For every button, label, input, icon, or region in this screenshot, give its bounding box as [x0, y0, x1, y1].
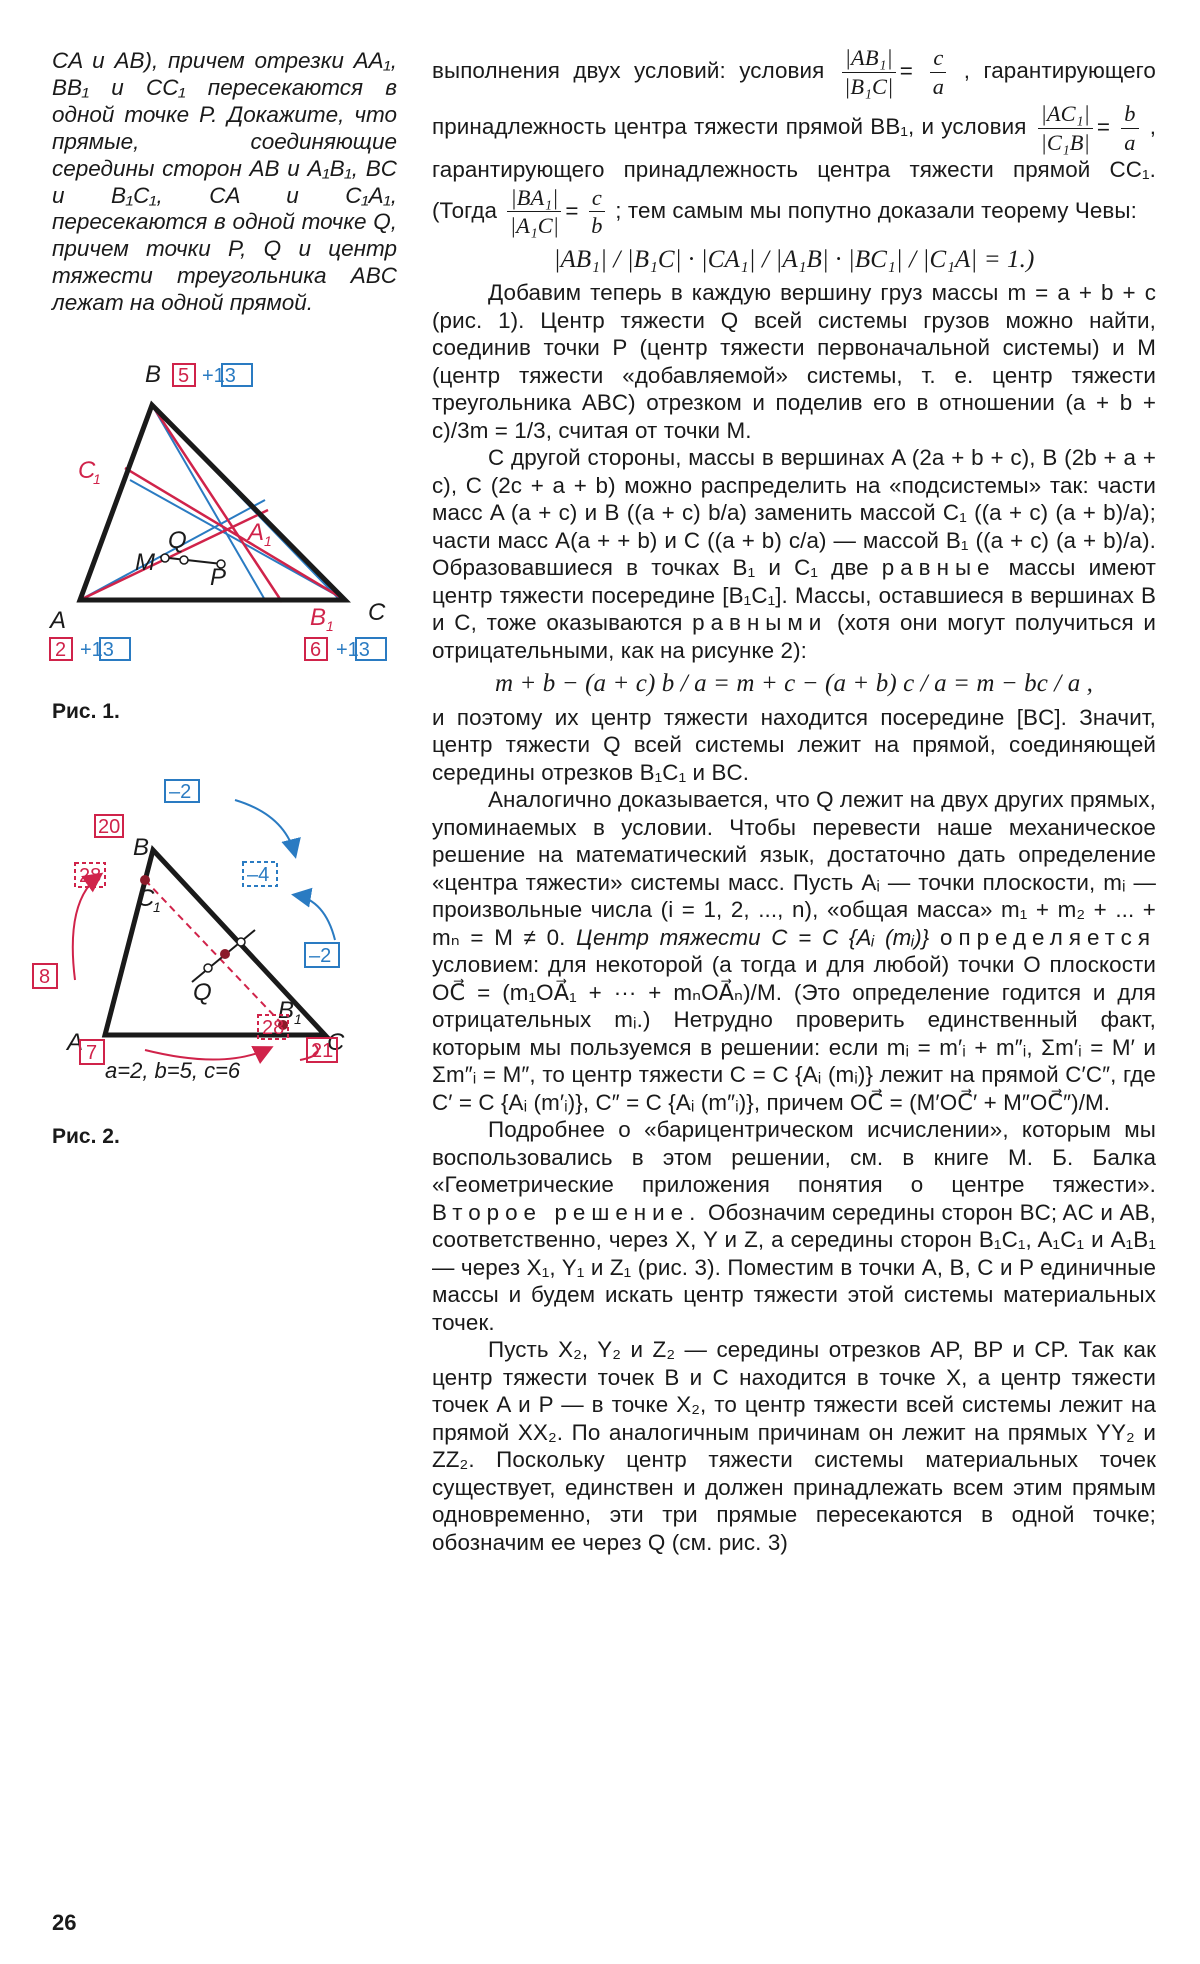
label-c1-2-sub: 1	[153, 899, 161, 915]
figure-2-caption: Рис. 2.	[52, 1125, 120, 1148]
vertex-label-a-2: A	[67, 1029, 84, 1056]
arrow-8-to-28	[73, 875, 100, 980]
label-c1-2: C	[137, 885, 155, 912]
p5-text-c: условием: для некоторой (а тогда и для любой) точки O плоскости OC⃗ = (m₁OA⃗₁ + ··· + mₙOA⃗ₙ)/M. (Это определение годится и для отрицательных mᵢ.) Нетрудно проверить единственный факт, которым мы пользуемся в решении: если mᵢ = m′ᵢ + m″ᵢ, Σm′ᵢ = M′ и Σm″ᵢ = M″, то центр тяжести C = C {Aᵢ (mᵢ)} лежит на прямой C′C″, где C′ = C {Aᵢ (m′ᵢ)}, C″ = C {Aᵢ (m″ᵢ)}, причем OC⃗ = (M′OC⃗′ + M″OC⃗″)/M.	[432, 952, 1156, 1115]
arrow-top-blue	[235, 800, 295, 855]
weight-8: 8	[39, 966, 51, 988]
point-m	[161, 554, 169, 562]
p3-text-c: (хотя они могут получиться и отрицательными, как на рисунке 2):	[432, 610, 1156, 663]
fraction-3-rhs-num: c	[589, 184, 605, 213]
vertex-label-c-2: C	[327, 1029, 345, 1056]
label-c1-sub: 1	[93, 471, 101, 487]
weight-20: 20	[98, 816, 121, 838]
fraction-2-num: |AC₁|	[1038, 100, 1093, 129]
weight-m2: –2	[169, 781, 192, 803]
label-a1-sub: 1	[264, 533, 272, 549]
fraction-3-rhs-den: b	[591, 213, 603, 238]
p5-text-b: C = C {Aᵢ (mᵢ)}	[771, 924, 930, 950]
label-b1-2: B	[278, 997, 295, 1024]
figure-2-params: a=2, b=5, c=6	[105, 1058, 241, 1083]
ceva-theorem: |AB₁| / |B₁C| · |CA₁| / |A₁B| · |BC₁| / |C₁A| = 1.)	[553, 245, 1035, 273]
point-mid	[220, 949, 230, 959]
weight-a-blue: +13	[80, 639, 114, 661]
p3-text-a: С другой стороны, массы в вершинах A (2a + b + c), B (2b + a + c), C (2c + a + b) можно распределить на «подсистемы» так: части масс A (a + c) и B ((a + c) b/a) заменить массой C₁ ((a + c) (a + b)/a); части масс A(a + + b) и C ((a + b) c/a) — массой B₁ ((a + c) (a + b)/a). Образовавшиеся в точках B₁ и C₁ две	[432, 445, 1156, 580]
figure-2	[25, 760, 425, 1090]
p5-spaced: определяется	[940, 924, 1156, 950]
label-a1: A	[248, 519, 265, 546]
paragraph-3	[432, 444, 1156, 664]
fraction-2-rhs-den: a	[1124, 129, 1136, 155]
weight-21: 21	[311, 1040, 334, 1062]
p3-text-b: массы имеют центр тяжести посередине [B₁C₁]. Массы, оставшиеся в вершинах B и C, тоже оказываются	[432, 555, 1157, 635]
weight-c-red: 6	[310, 639, 322, 661]
p3-spaced-2: равными	[692, 610, 828, 635]
weight-28b: 28	[262, 1017, 285, 1039]
fraction-1	[842, 44, 896, 100]
weight-m2b: –2	[309, 945, 332, 967]
weight-a-red: 2	[55, 639, 67, 661]
p3-spaced-1: равные	[881, 555, 996, 580]
weight-c-blue: +13	[336, 639, 370, 661]
weight-b-blue: +13	[202, 365, 236, 387]
paragraph-5	[432, 786, 1156, 1116]
label-b1: B	[310, 604, 327, 631]
label-p: P	[210, 564, 227, 591]
label-b1-sub: 1	[326, 618, 334, 634]
fraction-1-den: |B₁C|	[844, 73, 894, 99]
segment-b1c1	[145, 880, 283, 1025]
fraction-1-rhs-num: c	[930, 44, 946, 73]
paragraph-1: выполнения двух условий: условия $\frac{\text{|AB₁|}}{\text{|B₁C|}}$ = $\frac{c}{a}$ , гарантирующего принадлежность центра тяжести прямой BB₁, и условия $\frac{\text{|AC₁|}}{\text{|C₁B|}}$ = $\frac{b}{a}$ , гарантирующего принадлежность центра тяжести прямой CC₁. (Тогда $\frac{\text{|BA₁|}}{\text{|A₁C|}}$ = $\frac{c}{b}$ ; тем самым мы попутно доказали теорему Чевы:	[432, 45, 1157, 238]
vertex-label-b: B	[145, 361, 162, 388]
p1-text-a: выполнения двух условий: условия	[432, 57, 825, 83]
vertex-label-c: C	[368, 599, 386, 626]
paragraph-6	[432, 1116, 1156, 1336]
weight-7: 7	[86, 1042, 98, 1064]
point-c1	[140, 875, 150, 885]
p1-text-d: ; тем самым мы попутно доказали теорему Чевы:	[615, 197, 1137, 223]
page-number: 26	[52, 1910, 77, 1935]
paragraph-4: и поэтому их центр тяжести находится посередине [BC]. Значит, центр тяжести Q всей системы лежит на прямой, соединяющей середины отрезков B₁C₁ и BC.	[432, 704, 1156, 785]
solution-column	[432, 44, 1156, 1556]
p6-spaced: Второе решение.	[432, 1199, 702, 1225]
p6-text-a: Подробнее о «барицентрическом исчислении», которым мы воспользовались в этом решении, см. в книге М. Б. Балка «Геометрические приложения понятия о центре тяжести».	[432, 1117, 1156, 1197]
point-q	[180, 556, 188, 564]
equation-masses: m + b − (a + c) b / a = m + c − (a + b) c / a = m − bc / a ,	[494, 670, 1094, 697]
label-m: M	[135, 549, 155, 576]
p5-text-a: Аналогично доказывается, что Q лежит на двух других прямых, упоминаемых в условии. Чтобы перевести наше механическое решение на математический язык, достаточно дать определение «центра тяжести» системы масс. Пусть Aᵢ — точки плоскости, mᵢ — произвольные числа (i = 1, 2, ..., n), «общая масса» m₁ + m₂ + ... + mₙ = M ≠ 0.	[432, 787, 1156, 950]
vertex-label-a: A	[50, 607, 67, 634]
weight-b-red: 5	[178, 365, 190, 387]
problem-text: CA и AB), причем отрезки AA₁, BB₁ и CC₁ пересекаются в одной точке P. Докажите, что прямые, соединяющие середины сторон AB и A₁B₁, BC и B₁C₁, CA и C₁A₁, пересекаются в одной точке Q, причем точки P, Q и центр тяжести треугольника ABC лежат на одной прямой.	[52, 48, 397, 316]
fraction-3-den: |A₁C|	[509, 213, 560, 238]
p1-text-c: , гарантирующего принадлежность центра тяжести прямой CC₁. (Тогда	[432, 113, 1157, 223]
point-mid-bc	[237, 938, 245, 946]
arrow-right-blue	[295, 895, 335, 940]
paragraph-2: Добавим теперь в каждую вершину груз массы m = a + b + c (рис. 1). Центр тяжести Q всей системы грузов можно найти, соединив точки P (центр тяжести первоначальной системы) и M (центр тяжести «добавляемой» системы, т. е. центр тяжести треугольника ABC) отрезком и поделив его в отношении (a + b + c)/3m = 1/3, считая от точки M.	[432, 280, 1156, 443]
p5-emph: Центр тяжести	[576, 924, 761, 950]
fraction-1-rhs-den: a	[932, 73, 944, 99]
fraction-2-rhs	[1121, 100, 1138, 156]
fraction-3-num: |BA₁|	[507, 184, 561, 213]
fraction-3-rhs	[589, 184, 605, 240]
point-q-2	[204, 964, 212, 972]
label-q: Q	[168, 527, 187, 554]
weight-28: 28	[79, 865, 102, 887]
label-q-2: Q	[193, 979, 212, 1006]
vertex-label-b-2: B	[133, 834, 150, 861]
paragraph-7: Пусть X₂, Y₂ и Z₂ — середины отрезков AP, BP и CP. Так как центр тяжести точек B и C находится в точке X, а центр тяжести точек A и P — в точке X₂, то центр тяжести всей системы лежит на прямой XX₂. По аналогичным причинам он лежит на прямых YY₂ и ZZ₂. Поскольку центр тяжести системы материальных точек существует, единствен и должен принадлежать всем этим прямым одновременно, эти три прямые пересекаются в одной точке; обозначим ее через Q (см. рис. 3)	[432, 1337, 1156, 1555]
label-b1-2-sub: 1	[294, 1011, 302, 1027]
fraction-1-num: |AB₁|	[842, 44, 896, 73]
p1-text-b: , гарантирующего принадлежность центра тяжести прямой BB₁, и условия	[432, 57, 1156, 139]
label-c1: C	[78, 457, 96, 484]
fraction-3	[507, 184, 561, 240]
problem-statement	[52, 48, 397, 317]
figure-1-caption: Рис. 1.	[52, 700, 120, 723]
fraction-1-rhs	[930, 44, 946, 100]
fraction-2	[1038, 100, 1093, 156]
fraction-2-den: |C₁B|	[1040, 129, 1090, 155]
p6-text-b: Обозначим середины сторон BC; AC и AB, соответственно, через X, Y и Z, а середины сторон B₁C₁, A₁C₁ и A₁B₁ — через X₁, Y₁ и Z₁ (рис. 3). Поместим в точки A, B, C и P единичные массы и будем искать центр тяжести этой системы материальных точек.	[432, 1199, 1157, 1335]
fraction-2-rhs-num: b	[1121, 100, 1138, 129]
weight-m4: –4	[247, 864, 270, 886]
figure-1	[40, 350, 420, 680]
